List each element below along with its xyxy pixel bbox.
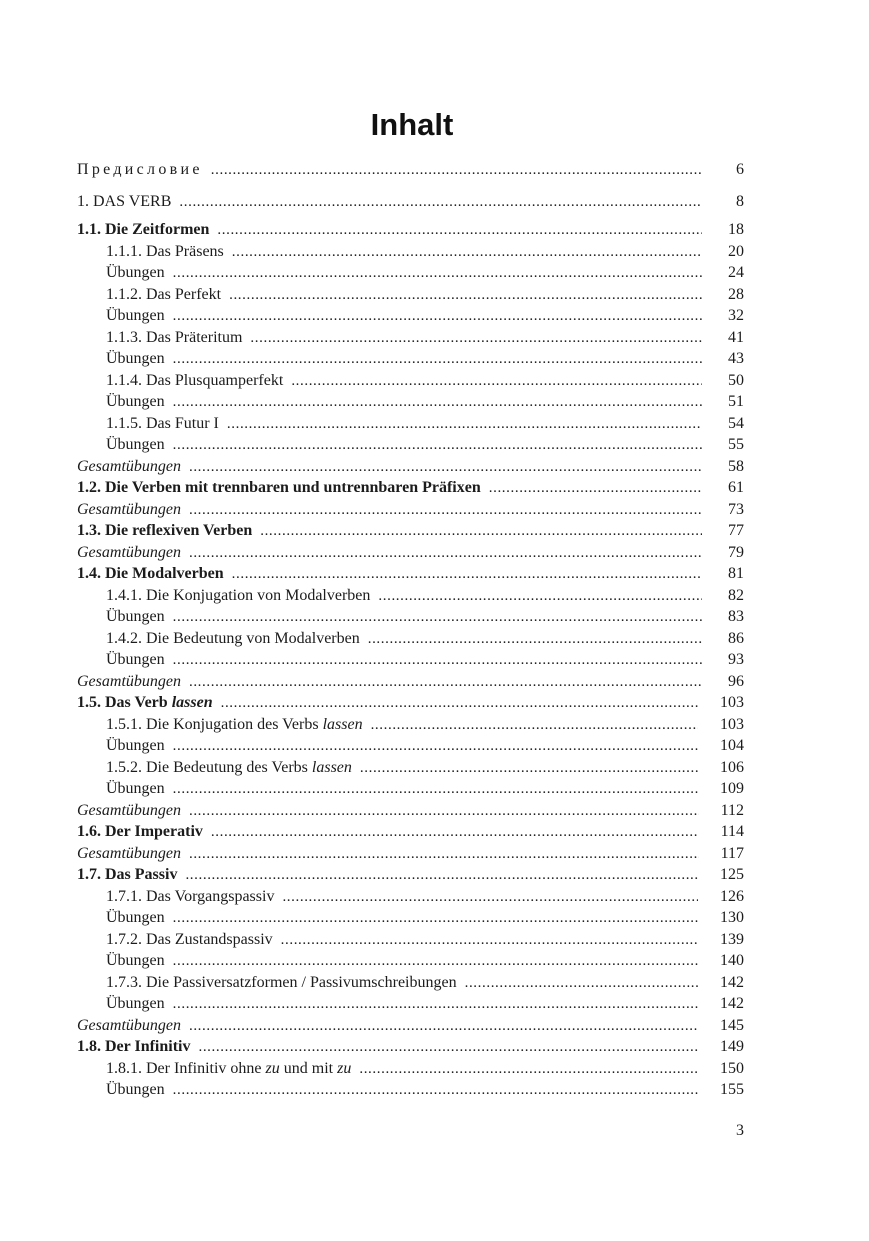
toc-entry[interactable] <box>77 1015 744 1036</box>
toc-entry[interactable] <box>106 972 744 993</box>
toc-entry-label: Gesamtübungen <box>77 802 181 819</box>
toc-entry[interactable] <box>77 843 744 864</box>
toc-entry[interactable] <box>106 1079 744 1100</box>
toc-entry-page: 8 <box>736 193 744 210</box>
toc-dot-leader <box>359 1059 698 1080</box>
toc-entry-label: Übungen <box>106 780 165 797</box>
toc-dot-leader <box>173 306 702 327</box>
toc-dot-leader <box>173 1080 698 1101</box>
toc-entry[interactable] <box>106 348 744 369</box>
toc-entry[interactable] <box>77 499 744 520</box>
toc-dot-leader <box>179 192 702 213</box>
toc-entry[interactable] <box>77 821 744 842</box>
toc-entry-label: Übungen <box>106 909 165 926</box>
toc-entry-label: 1.5. Das Verb lassen <box>77 694 213 711</box>
toc-entry[interactable] <box>106 391 744 412</box>
toc-entry-label: 1.1.5. Das Futur I <box>106 415 219 432</box>
toc-dot-leader <box>189 543 702 564</box>
toc-entry-label: 1. DAS VERB <box>77 193 172 210</box>
toc-entry-label: Übungen <box>106 737 165 754</box>
toc-entry[interactable] <box>106 606 744 627</box>
toc-entry[interactable] <box>106 370 744 391</box>
toc-dot-leader <box>232 242 702 263</box>
toc-entry-page: 140 <box>720 952 744 969</box>
toc-entry-label: Übungen <box>106 307 165 324</box>
toc-entry[interactable] <box>106 778 744 799</box>
toc-dot-leader <box>198 1037 698 1058</box>
toc-dot-leader <box>211 160 702 181</box>
toc-entry-page: 103 <box>720 694 744 711</box>
toc-entry-page: 79 <box>728 544 744 561</box>
toc-entry-label: 1.8.1. Der Infinitiv ohne zu und mit zu <box>106 1060 352 1077</box>
toc-entry-label: 1.8. Der Infinitiv <box>77 1038 191 1055</box>
toc-dot-leader <box>232 564 702 585</box>
toc-entry[interactable] <box>106 950 744 971</box>
toc-entry-label: 1.6. Der Imperativ <box>77 823 203 840</box>
toc-entry[interactable] <box>77 191 744 212</box>
toc-entry-label: 1.1. Die Zeitformen <box>77 221 210 238</box>
toc-entry-label: 1.1.4. Das Plusquamperfekt <box>106 372 284 389</box>
toc-dot-leader <box>211 822 699 843</box>
toc-entry[interactable] <box>77 692 744 713</box>
toc-entry-page: 106 <box>720 759 744 776</box>
toc-entry-page: 96 <box>728 673 744 690</box>
toc-entry-label: Übungen <box>106 651 165 668</box>
toc-entry-label: 1.4.2. Die Bedeutung von Modalverben <box>106 630 360 647</box>
toc-dot-leader <box>360 758 698 779</box>
toc-entry-page: 93 <box>728 651 744 668</box>
toc-entry-label: 1.1.2. Das Perfekt <box>106 286 222 303</box>
toc-entry[interactable] <box>77 563 744 584</box>
toc-dot-leader <box>185 865 698 886</box>
toc-entry-page: 103 <box>720 716 744 733</box>
toc-entry-label: Gesamtübungen <box>77 501 181 518</box>
toc-entry-label: Übungen <box>106 1081 165 1098</box>
toc-entry[interactable] <box>106 585 744 606</box>
toc-dot-leader <box>281 930 698 951</box>
toc-entry-label: 1.7.1. Das Vorgangspassiv <box>106 888 275 905</box>
toc-entry-label: Übungen <box>106 952 165 969</box>
toc-dot-leader <box>173 736 698 757</box>
toc-dot-leader <box>368 629 702 650</box>
toc-entry-page: 145 <box>720 1017 744 1034</box>
toc-entry[interactable] <box>77 671 744 692</box>
toc-dot-leader <box>217 220 702 241</box>
toc-dot-leader <box>189 1016 698 1037</box>
toc-entry-page: 43 <box>728 350 744 367</box>
toc-entry-page: 125 <box>720 866 744 883</box>
toc-dot-leader <box>260 521 702 542</box>
toc-entry[interactable] <box>106 714 744 735</box>
toc-entry-page: 104 <box>720 737 744 754</box>
toc-entry[interactable] <box>106 907 744 928</box>
toc-entry-page: 150 <box>720 1060 744 1077</box>
toc-entry-page: 142 <box>720 974 744 991</box>
toc-entry[interactable] <box>77 159 744 180</box>
toc-entry[interactable] <box>106 628 744 649</box>
toc-entry-page: 28 <box>728 286 744 303</box>
toc-entry-label: Gesamtübungen <box>77 673 181 690</box>
toc-entry[interactable] <box>77 864 744 885</box>
toc-entry[interactable] <box>106 413 744 434</box>
toc-entry[interactable] <box>106 305 744 326</box>
toc-entry-label: Gesamtübungen <box>77 544 181 561</box>
toc-entry-page: 109 <box>720 780 744 797</box>
page-number: 3 <box>736 1122 744 1139</box>
toc-entry-label: 1.7.2. Das Zustandspassiv <box>106 931 273 948</box>
toc-entry[interactable] <box>106 327 744 348</box>
toc-dot-leader <box>250 328 702 349</box>
toc-entry-label: 1.1.1. Das Präsens <box>106 243 224 260</box>
toc-entry-page: 20 <box>728 243 744 260</box>
toc-entry-page: 117 <box>720 845 744 862</box>
toc-entry-label: Gesamtübungen <box>77 845 181 862</box>
toc-entry-label: Предисловие <box>77 161 203 178</box>
toc-entry[interactable] <box>106 929 744 950</box>
toc-entry-page: 50 <box>728 372 744 389</box>
toc-entry-label: 1.2. Die Verben mit trennbaren und untrennbaren Präfixen <box>77 479 481 496</box>
toc-entry[interactable] <box>106 284 744 305</box>
toc-entry[interactable] <box>106 649 744 670</box>
toc-entry-label: Übungen <box>106 608 165 625</box>
toc-entry-label: 1.7.3. Die Passiversatzformen / Passivumschreibungen <box>106 974 457 991</box>
toc-entry-page: 41 <box>728 329 744 346</box>
toc-dot-leader <box>189 672 702 693</box>
toc-entry[interactable] <box>77 456 744 477</box>
toc-entry[interactable] <box>106 262 744 283</box>
toc-dot-leader <box>173 607 702 628</box>
toc-entry[interactable] <box>77 542 744 563</box>
toc-dot-leader <box>227 414 702 435</box>
toc-entry[interactable] <box>106 1058 744 1079</box>
toc-dot-leader <box>189 500 702 521</box>
toc-entry-page: 86 <box>728 630 744 647</box>
toc-dot-leader <box>221 693 698 714</box>
toc-entry[interactable] <box>77 800 744 821</box>
toc-entry-page: 24 <box>728 264 744 281</box>
toc-dot-leader <box>489 478 702 499</box>
toc-entry-page: 54 <box>728 415 744 432</box>
toc-dot-leader <box>173 435 702 456</box>
toc-entry-label: Übungen <box>106 350 165 367</box>
toc-dot-leader <box>173 650 702 671</box>
toc-dot-leader <box>173 779 698 800</box>
toc-entry-page: 155 <box>720 1081 744 1098</box>
toc-entry[interactable] <box>77 219 744 240</box>
toc-entry-label: 1.5.1. Die Konjugation des Verbs lassen <box>106 716 363 733</box>
toc-entry-page: 55 <box>728 436 744 453</box>
toc-entry[interactable] <box>106 757 744 778</box>
toc-entry-label: 1.1.3. Das Präteritum <box>106 329 243 346</box>
toc-entry-page: 149 <box>720 1038 744 1055</box>
toc-entry-label: 1.4.1. Die Konjugation von Modalverben <box>106 587 371 604</box>
toc-dot-leader <box>189 801 699 822</box>
toc-entry-page: 139 <box>720 931 744 948</box>
toc-entry-page: 83 <box>728 608 744 625</box>
toc-dot-leader <box>173 908 698 929</box>
toc-dot-leader <box>173 349 702 370</box>
toc-entry-page: 114 <box>720 823 744 840</box>
toc-entry-page: 142 <box>720 995 744 1012</box>
toc-entry-page: 130 <box>720 909 744 926</box>
toc-entry-page: 112 <box>720 802 744 819</box>
toc-dot-leader <box>189 457 702 478</box>
toc-entry-page: 61 <box>728 479 744 496</box>
toc-dot-leader <box>465 973 698 994</box>
toc-entry-label: Übungen <box>106 436 165 453</box>
toc-entry-page: 58 <box>728 458 744 475</box>
toc-entry[interactable] <box>106 886 744 907</box>
toc-entry-label: 1.3. Die reflexiven Verben <box>77 522 253 539</box>
toc-dot-leader <box>173 951 698 972</box>
toc-entry[interactable] <box>106 735 744 756</box>
toc-dot-leader <box>173 994 698 1015</box>
toc-dot-leader <box>189 844 699 865</box>
toc-entry[interactable] <box>106 241 744 262</box>
toc-entry-page: 6 <box>736 161 744 178</box>
toc-dot-leader <box>291 371 702 392</box>
toc-entry-label: Übungen <box>106 393 165 410</box>
toc-entry-label: Übungen <box>106 995 165 1012</box>
toc-entry-page: 77 <box>728 522 744 539</box>
toc-entry-page: 32 <box>728 307 744 324</box>
toc-entry-label: Gesamtübungen <box>77 1017 181 1034</box>
toc-dot-leader <box>173 392 702 413</box>
toc-entry[interactable] <box>106 993 744 1014</box>
toc-entry-page: 18 <box>728 221 744 238</box>
toc-entry-label: Gesamtübungen <box>77 458 181 475</box>
toc-entry[interactable] <box>77 1036 744 1057</box>
toc-entry-label: 1.5.2. Die Bedeutung des Verbs lassen <box>106 759 352 776</box>
toc-dot-leader <box>173 263 702 284</box>
toc-entry-label: Übungen <box>106 264 165 281</box>
toc-entry-label: 1.4. Die Modalverben <box>77 565 224 582</box>
toc-entry-page: 73 <box>728 501 744 518</box>
toc-dot-leader <box>229 285 702 306</box>
toc-entry-page: 51 <box>728 393 744 410</box>
toc-entry[interactable] <box>106 434 744 455</box>
toc-entry-page: 126 <box>720 888 744 905</box>
toc-entry[interactable] <box>77 520 744 541</box>
toc-dot-leader <box>282 887 698 908</box>
toc-dot-leader <box>378 586 702 607</box>
toc-entry-label: 1.7. Das Passiv <box>77 866 178 883</box>
toc-entry-page: 82 <box>728 587 744 604</box>
page-title: Inhalt <box>370 107 454 142</box>
toc-entry[interactable] <box>77 477 744 498</box>
toc-entry-page: 81 <box>728 565 744 582</box>
toc-dot-leader <box>371 715 698 736</box>
